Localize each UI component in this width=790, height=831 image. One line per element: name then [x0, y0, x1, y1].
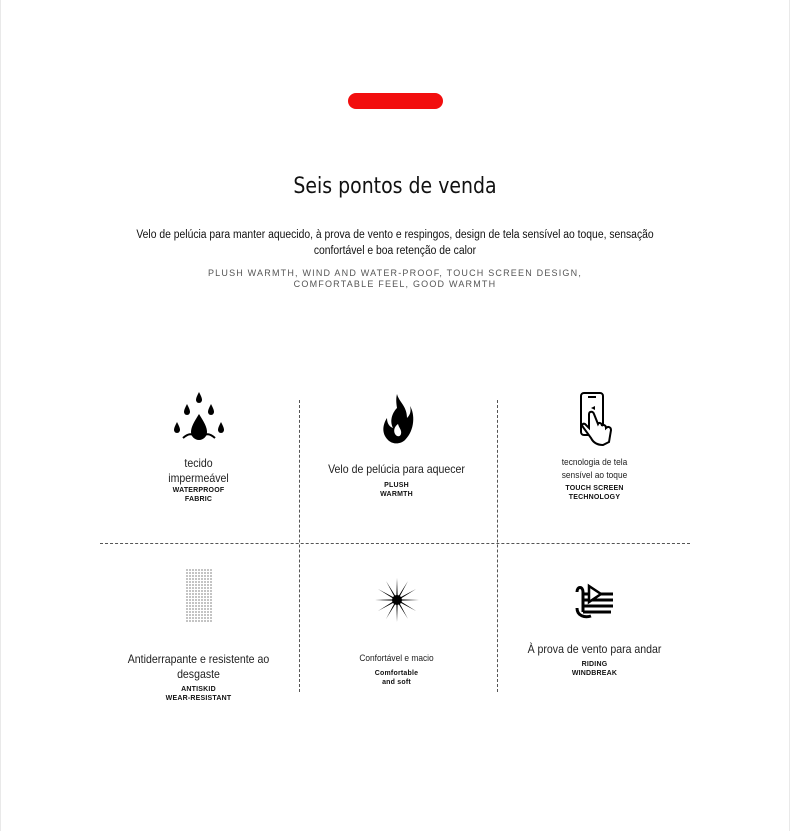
features-grid [100, 400, 690, 702]
feature-label [508, 456, 681, 482]
feature-english-line-1: WATERPROOF [172, 487, 225, 494]
feature-label [508, 642, 681, 657]
water-drops-icon [171, 390, 227, 448]
feature-waterproof [100, 390, 297, 504]
feature-label [310, 652, 483, 665]
feature-label-line-1: Antiderrapante e resistente ao desgaste [127, 652, 270, 681]
feature-windbreak [496, 582, 693, 678]
feature-comfortable [298, 576, 495, 687]
feature-label-line-2: impermeável [168, 471, 229, 485]
snowflake-star-icon [373, 576, 421, 624]
feature-touch-screen [496, 390, 693, 502]
feature-label [112, 652, 285, 682]
flame-icon [377, 390, 417, 448]
feature-english-label [496, 660, 693, 678]
accent-bar [348, 93, 443, 109]
feature-english-label [496, 484, 693, 502]
feature-english-line-2: FABRIC [184, 496, 213, 503]
feature-label [310, 462, 483, 477]
feature-english-line-2: and soft [382, 679, 411, 686]
page-subtitle-english [195, 268, 595, 290]
dot-grid-icon [185, 568, 213, 624]
feature-english-label [298, 481, 495, 499]
wind-play-icon [573, 582, 617, 622]
feature-english-line-1: Comfortable [374, 670, 419, 677]
feature-antiskid [100, 568, 297, 703]
feature-label-line-1: À prova de vento para andar [527, 642, 662, 656]
feature-english-line-2: WARMTH [380, 491, 413, 498]
subtitle-english-line-1: PLUSH WARMTH, WIND AND WATER-PROOF, TOUCH SCREEN DESIGN, [207, 268, 583, 278]
feature-english-label [100, 486, 297, 504]
feature-english-line-2: WEAR-RESISTANT [165, 695, 232, 702]
feature-english-label [100, 685, 297, 703]
page-subtitle: Velo de pelúcia para manter aquecido, à prova de vento e respingos, design de tela sensível ao toque, sensação confortável e boa retenção de calor [136, 229, 654, 257]
feature-label-line-1: tecnologia de tela [561, 457, 628, 468]
left-frame-line [0, 0, 1, 831]
feature-english-line-1: RIDING [581, 661, 608, 668]
feature-english-line-1: PLUSH [384, 482, 409, 489]
feature-label-line-1: tecido [184, 456, 213, 470]
feature-label-line-2: sensível ao toque [561, 470, 628, 481]
feature-label-line-1: Confortável e macio [359, 653, 434, 664]
feature-english-line-1: ANTISKID [181, 686, 216, 693]
feature-plush-warmth [298, 390, 495, 499]
feature-label-line-1: Velo de pelúcia para aquecer [328, 462, 465, 476]
touch-screen-hand-icon [575, 390, 615, 448]
subtitle-english-line-2: COMFORTABLE FEEL, GOOD WARMTH [293, 279, 497, 289]
page-title: Seis pontos de venda [293, 174, 497, 199]
grid-divider-horizontal [100, 543, 690, 544]
feature-english-line-2: WINDBREAK [571, 670, 618, 677]
feature-english-label [298, 669, 495, 687]
feature-english-line-1: TOUCH SCREEN [565, 485, 624, 492]
feature-label [112, 456, 285, 486]
feature-english-line-2: TECHNOLOGY [568, 494, 621, 501]
